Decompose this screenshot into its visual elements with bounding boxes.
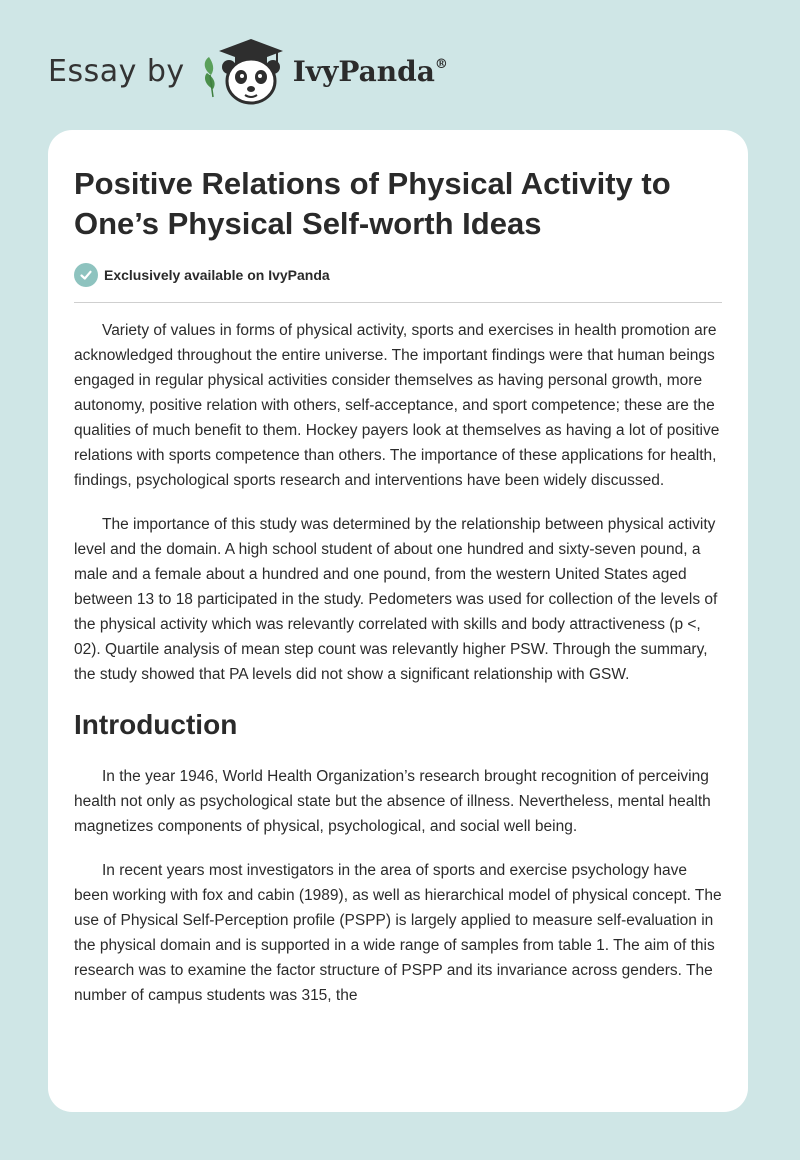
paragraph: In the year 1946, World Health Organization’s research brought recognition of perceiving health not only as psychological state but the absence of illness. Nevertheless, mental health magnetizes components of physical, psychological, and social well being. (74, 768, 711, 835)
paragraph: Variety of values in forms of physical activity, sports and exercises in health promotion are acknowledged throughout the entire universe. The important findings were that human beings engaged in regular physical activities consider themselves as having personal growth, more autonomy, positive relation with others, self-acceptance, and sport competence; these are the qualities of much benefit to them. Hockey payers look at themselves as having a lot of positive relations with sports competence than others. The importance of these applications for health, findings, psychological sports research and interventions have been widely discussed. (74, 322, 720, 489)
section-heading: Introduction (74, 709, 238, 740)
badge-label: Exclusively available on IvyPanda (104, 267, 330, 283)
exclusive-badge (74, 263, 330, 287)
paragraph: The importance of this study was determined by the relationship between physical activity level and the domain. A high school student of about one hundred and sixty-seven pound, a male and a female about a hundred and one pound, from the western United States aged between 13 to 18 participated in the study. Pedometers was used for collection of the levels of the physical activity which was relevantly correlated with skills and body attractiveness (p <, 02). Quartile analysis of mean step count was relevantly higher PSW. Through the summary, the study showed that PA levels did not show a significant relationship with GSW. (74, 516, 718, 683)
essay-by-label: Essay by (48, 53, 185, 89)
essay-card (48, 130, 748, 1112)
site-header (48, 36, 448, 106)
article-body (74, 318, 722, 1027)
check-icon (74, 263, 98, 287)
divider (74, 302, 722, 303)
panda-graduate-icon[interactable] (197, 35, 289, 107)
brand-name[interactable]: IvyPanda® (292, 54, 448, 88)
page-title: Positive Relations of Physical Activity to One’s Physical Self-worth Ideas (74, 166, 671, 241)
paragraph: In recent years most investigators in the area of sports and exercise psychology have been working with fox and cabin (1989), as well as hierarchical model of physical concept. The use of Physical Self-Perception profile (PSPP) is largely applied to measure self-evaluation in the physical domain and is supported in a wide range of samples from table 1. The aim of this research was to examine the factor structure of PSPP and its invariance across genders. The number of campus students was 315, the (74, 862, 722, 1004)
